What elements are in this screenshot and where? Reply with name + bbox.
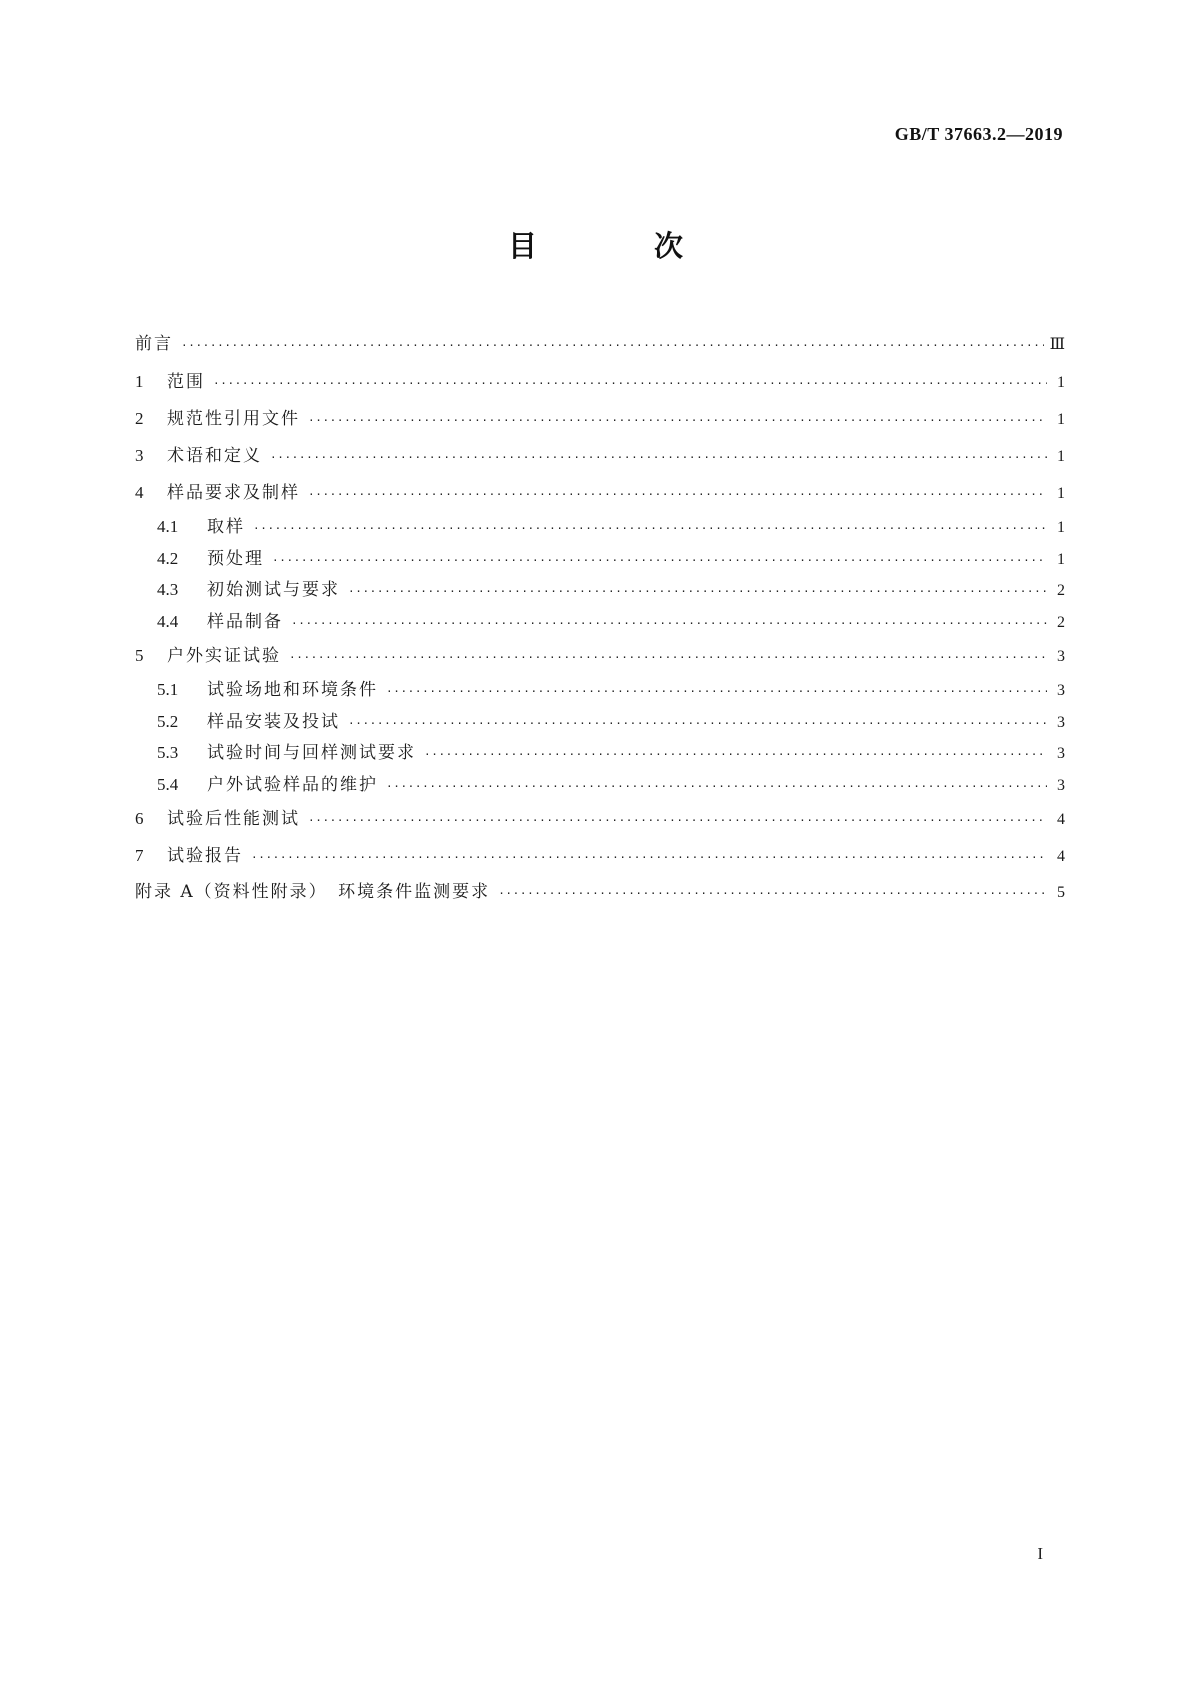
toc-entry-label: 术语和定义 bbox=[167, 446, 262, 466]
toc-entry-page: 3 bbox=[1057, 648, 1065, 665]
toc-entry-number: 4 bbox=[135, 483, 144, 502]
toc-entry-number: 6 bbox=[135, 809, 144, 828]
toc-entry-4-3[interactable] bbox=[135, 574, 1065, 606]
toc-dot-leader bbox=[272, 545, 1047, 577]
toc-entry-label: 范围 bbox=[167, 372, 205, 392]
toc-entry-page: 3 bbox=[1057, 776, 1065, 794]
toc-entry-number: 2 bbox=[135, 409, 144, 428]
toc-dot-leader bbox=[270, 439, 1047, 476]
toc-entry-number: 5.4 bbox=[157, 774, 179, 794]
toc-entry-4-2[interactable] bbox=[135, 543, 1065, 575]
toc-dot-leader bbox=[181, 327, 1044, 364]
toc-entry-page: Ⅲ bbox=[1049, 336, 1065, 353]
page-number: I bbox=[1037, 1544, 1043, 1563]
toc-entry-5[interactable] bbox=[135, 637, 1065, 674]
toc-entry-page: 1 bbox=[1057, 519, 1065, 536]
toc-entry-page: 3 bbox=[1057, 713, 1065, 731]
toc-entry-label: 取样 bbox=[207, 517, 245, 537]
toc-entry-label: 规范性引用文件 bbox=[167, 409, 300, 429]
toc-entry-number: 1 bbox=[135, 372, 144, 391]
toc-entry-number: 7 bbox=[135, 846, 144, 865]
toc-entry-page: 3 bbox=[1057, 682, 1065, 699]
toc-entry-5-1[interactable] bbox=[135, 674, 1065, 706]
table-of-contents bbox=[135, 326, 1065, 911]
toc-entry-5-4[interactable] bbox=[135, 769, 1065, 801]
toc-dot-leader bbox=[253, 513, 1047, 545]
toc-entry-label: 试验报告 bbox=[167, 846, 243, 866]
toc-entry-5-2[interactable] bbox=[135, 706, 1065, 738]
toc-entry-label: 试验时间与回样测试要求 bbox=[207, 743, 416, 763]
toc-entry-page: 1 bbox=[1057, 448, 1065, 465]
toc-entry-label: 户外实证试验 bbox=[167, 646, 281, 666]
toc-entry-number: 4.2 bbox=[157, 548, 179, 568]
toc-entry-label: 附录 A（资料性附录） 环境条件监测要求 bbox=[135, 882, 491, 902]
toc-entry-page: 3 bbox=[1057, 745, 1065, 762]
toc-entry-page: 1 bbox=[1057, 374, 1065, 391]
toc-entry-appendix-a[interactable] bbox=[135, 874, 1065, 911]
toc-entry-number: 5.1 bbox=[157, 680, 179, 699]
toc-dot-leader bbox=[424, 739, 1047, 771]
toc-entry-page: 1 bbox=[1057, 485, 1065, 502]
toc-entry-label: 试验后性能测试 bbox=[167, 809, 300, 829]
toc-dot-leader bbox=[386, 771, 1047, 803]
toc-dot-leader bbox=[308, 476, 1047, 513]
toc-entry-page: 1 bbox=[1057, 411, 1065, 428]
toc-entry-4-1[interactable] bbox=[135, 511, 1065, 543]
toc-entry-7[interactable] bbox=[135, 837, 1065, 874]
toc-entry-4[interactable] bbox=[135, 474, 1065, 511]
toc-entry-number: 5.3 bbox=[157, 743, 179, 762]
toc-dot-leader bbox=[348, 708, 1047, 740]
toc-entry-number: 3 bbox=[135, 446, 144, 465]
toc-entry-number: 4.3 bbox=[157, 580, 179, 599]
toc-entry-label: 前言 bbox=[135, 334, 173, 354]
toc-entry-page: 5 bbox=[1057, 884, 1065, 901]
toc-entry-page: 2 bbox=[1057, 613, 1065, 631]
toc-entry-label: 试验场地和环境条件 bbox=[207, 680, 378, 700]
toc-dot-leader bbox=[308, 802, 1047, 839]
page-title: 目 次 bbox=[507, 229, 727, 263]
toc-entry-number: 4.4 bbox=[157, 611, 179, 631]
toc-entry-1[interactable] bbox=[135, 363, 1065, 400]
toc-entry-page: 1 bbox=[1057, 550, 1065, 568]
toc-entry-6[interactable] bbox=[135, 800, 1065, 837]
toc-dot-leader bbox=[348, 576, 1047, 608]
toc-entry-number: 4.1 bbox=[157, 517, 179, 536]
toc-entry-label: 样品要求及制样 bbox=[167, 483, 300, 503]
toc-dot-leader bbox=[308, 402, 1047, 439]
toc-dot-leader bbox=[289, 639, 1047, 676]
toc-entry-label: 样品制备 bbox=[207, 611, 283, 632]
standard-code: GB/T 37663.2—2019 bbox=[894, 124, 1063, 144]
toc-entry-3[interactable] bbox=[135, 437, 1065, 474]
toc-entry-foreword[interactable] bbox=[135, 326, 1065, 363]
toc-entry-label: 样品安装及投试 bbox=[207, 711, 340, 732]
toc-entry-page: 2 bbox=[1057, 582, 1065, 599]
toc-dot-leader bbox=[213, 365, 1047, 402]
toc-entry-label: 初始测试与要求 bbox=[207, 580, 340, 600]
toc-entry-number: 5.2 bbox=[157, 711, 179, 731]
toc-dot-leader bbox=[251, 839, 1047, 876]
toc-entry-label: 户外试验样品的维护 bbox=[207, 774, 378, 795]
toc-entry-page: 4 bbox=[1057, 811, 1065, 828]
toc-dot-leader bbox=[386, 676, 1047, 708]
toc-entry-label: 预处理 bbox=[207, 548, 264, 569]
toc-dot-leader bbox=[498, 875, 1047, 912]
toc-entry-2[interactable] bbox=[135, 400, 1065, 437]
toc-dot-leader bbox=[291, 608, 1047, 640]
toc-entry-5-3[interactable] bbox=[135, 737, 1065, 769]
toc-entry-4-4[interactable] bbox=[135, 606, 1065, 638]
toc-entry-page: 4 bbox=[1057, 848, 1065, 865]
toc-entry-number: 5 bbox=[135, 646, 144, 665]
